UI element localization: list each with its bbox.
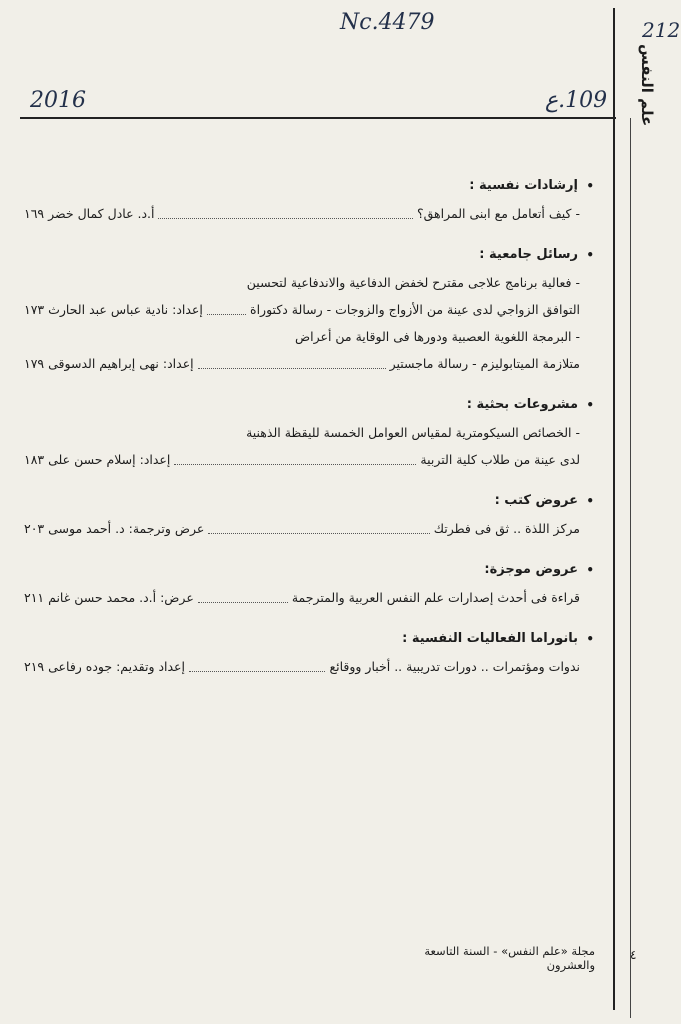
side-rule (630, 118, 631, 1018)
bullet-icon: • (586, 398, 594, 412)
page-number: ٤ (630, 948, 637, 962)
margin-rule (613, 8, 615, 1010)
toc-entry: لدى عينة من طلاب كلية التربية إعداد: إسلام حسن على ١٨٣ (24, 452, 580, 467)
toc-entry: - البرمجة اللغوية العصبية ودورها فى الوقاية من أعراض (295, 329, 580, 344)
toc-section (24, 487, 594, 542)
section-title: • إرشادات نفسية : (24, 172, 578, 200)
toc-entry: متلازمة الميتابوليزم - رسالة ماجستير إعداد: نهى إبراهيم الدسوقى ١٧٩ (24, 356, 580, 371)
footer-journal: مجلة «علم النفس» - السنة التاسعة والعشرون (424, 944, 595, 972)
bullet-icon: • (586, 563, 594, 577)
handwritten-ref: Nc.4479 (340, 10, 435, 35)
toc-entry: - الخصائص السيكومترية لمقياس العوامل الخمسة لليقظة الذهنية (246, 425, 580, 440)
toc-section (24, 172, 594, 227)
section-title: • مشروعات بحثية : (24, 391, 578, 419)
toc-entry: - كيف أتعامل مع ابنى المراهق؟ أ.د. عادل كمال خضر ١٦٩ (24, 206, 580, 221)
handwritten-page-ref: 212 (642, 18, 681, 42)
bullet-icon: • (586, 179, 594, 193)
toc-section (24, 625, 594, 680)
section-title: • عروض موجزة: (24, 556, 578, 584)
header-rule (20, 117, 616, 119)
bullet-icon: • (586, 494, 594, 508)
section-title: • عروض كتب : (24, 487, 578, 515)
sidebar-title: علم النفس (638, 43, 656, 127)
toc-section (24, 241, 594, 377)
toc-section (24, 391, 594, 473)
table-of-contents (24, 172, 594, 680)
bullet-icon: • (586, 248, 594, 262)
toc-entry: التوافق الزواجي لدى عينة من الأزواج والزوجات - رسالة دكتوراة إعداد: نادية عباس عبد الحارث ١٧٣ (24, 302, 580, 317)
toc-entry: قراءة فى أحدث إصدارات علم النفس العربية والمترجمة عرض: أ.د. محمد حسن غانم ٢١١ (24, 590, 580, 605)
section-title: • رسائل جامعية : (24, 241, 578, 269)
handwritten-code: 109.ع (545, 88, 608, 113)
handwritten-year: 2016 (30, 88, 86, 113)
toc-entry: - فعالية برنامج علاجى مقترح لخفض الدفاعية والاندفاعية لتحسين (246, 275, 580, 290)
toc-entry: ندوات ومؤتمرات .. دورات تدريبية .. أخبار ووقائع إعداد وتقديم: جوده رفاعى ٢١٩ (24, 659, 580, 674)
toc-section (24, 556, 594, 611)
bullet-icon: • (586, 632, 594, 646)
toc-entry: مركز اللذة .. ثق فى فطرتك عرض وترجمة: د. أحمد موسى ٢٠٣ (24, 521, 580, 536)
section-title: • بانوراما الفعاليات النفسية : (24, 625, 578, 653)
